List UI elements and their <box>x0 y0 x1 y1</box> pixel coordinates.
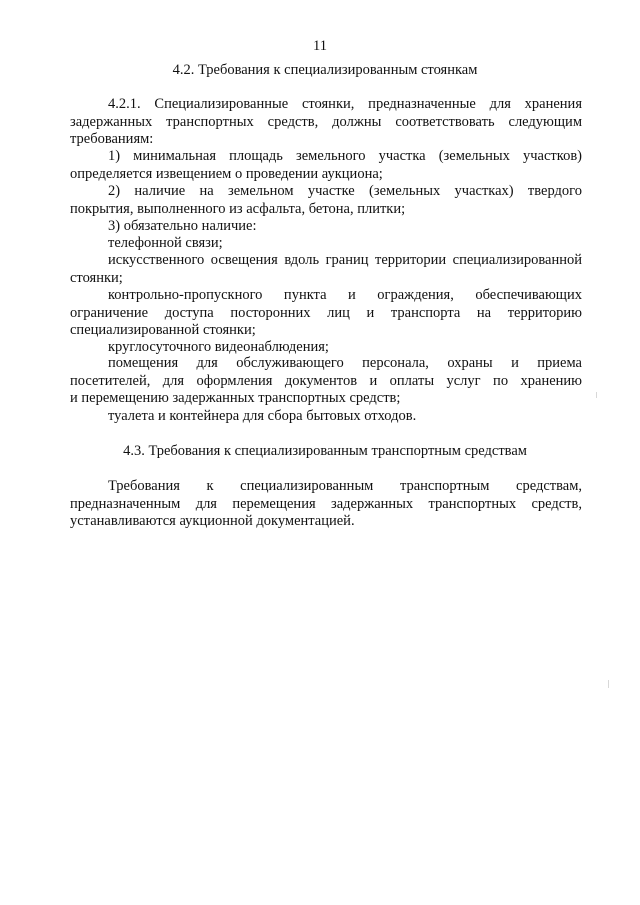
paragraph-line: предназначенным для перемещения задержанных транспортных средств, <box>70 495 582 512</box>
requirement-item-1 <box>70 148 582 183</box>
paragraph-line: устанавливаются аукционной документацией. <box>70 513 355 529</box>
paragraph-line: круглосуточного видеонаблюдения; <box>108 339 329 355</box>
paragraph-line: требованиям: <box>70 131 154 147</box>
paragraph-line: помещения для обслуживающего персонала, охраны и приема <box>108 355 582 371</box>
paragraph-line: 4.2.1. Специализированные стоянки, предназначенные для хранения <box>108 96 582 112</box>
requirement-video <box>70 339 582 357</box>
requirement-toilet <box>70 408 582 426</box>
paragraph-line: 1) минимальная площадь земельного участка (земельных участков) <box>108 148 582 164</box>
paragraph-line: определяется извещением о проведении аукциона; <box>70 165 383 182</box>
paragraph-line: покрытия, выполненного из асфальта, бетона, плитки; <box>70 200 406 217</box>
scan-mark <box>608 680 609 688</box>
paragraph-line: искусственного освещения вдоль границ территории специализированной <box>108 252 582 268</box>
scan-mark <box>596 392 597 398</box>
requirement-item-2 <box>70 183 582 218</box>
paragraph-line: контрольно-пропускного пункта и ограждения, обеспечивающих <box>108 287 582 303</box>
page-number: 11 <box>313 38 327 54</box>
requirement-checkpoint <box>70 287 582 340</box>
requirement-phone <box>70 235 582 253</box>
paragraph-line: специализированной стоянки; <box>70 322 256 338</box>
requirement-premises <box>70 355 582 408</box>
paragraph-4-3 <box>70 478 582 531</box>
paragraph-4-2-1 <box>70 96 582 149</box>
paragraph-line: задержанных транспортных средств, должны соответствовать следующим <box>70 113 582 130</box>
paragraph-line: телефонной связи; <box>108 235 223 251</box>
paragraph-line: Требования к специализированным транспортным средствам, <box>108 478 582 494</box>
paragraph-line: посетителей, для оформления документов и оплаты услуг по хранению <box>70 372 582 389</box>
paragraph-line: стоянки; <box>70 269 123 286</box>
section-heading-4-3: 4.3. Требования к специализированным транспортным средствам <box>123 443 527 459</box>
paragraph-line: 2) наличие на земельном участке (земельных участках) твердого <box>108 183 582 199</box>
section-heading-4-2: 4.2. Требования к специализированным стоянкам <box>172 62 478 78</box>
paragraph-line: и перемещению задержанных транспортных средств; <box>70 390 401 406</box>
requirement-lighting <box>70 252 582 287</box>
paragraph-line: ограничение доступа посторонних лиц и транспорта на территорию <box>70 304 582 321</box>
paragraph-line: 3) обязательно наличие: <box>108 218 257 234</box>
paragraph-line: туалета и контейнера для сбора бытовых отходов. <box>108 408 417 424</box>
requirement-item-3 <box>70 218 582 236</box>
